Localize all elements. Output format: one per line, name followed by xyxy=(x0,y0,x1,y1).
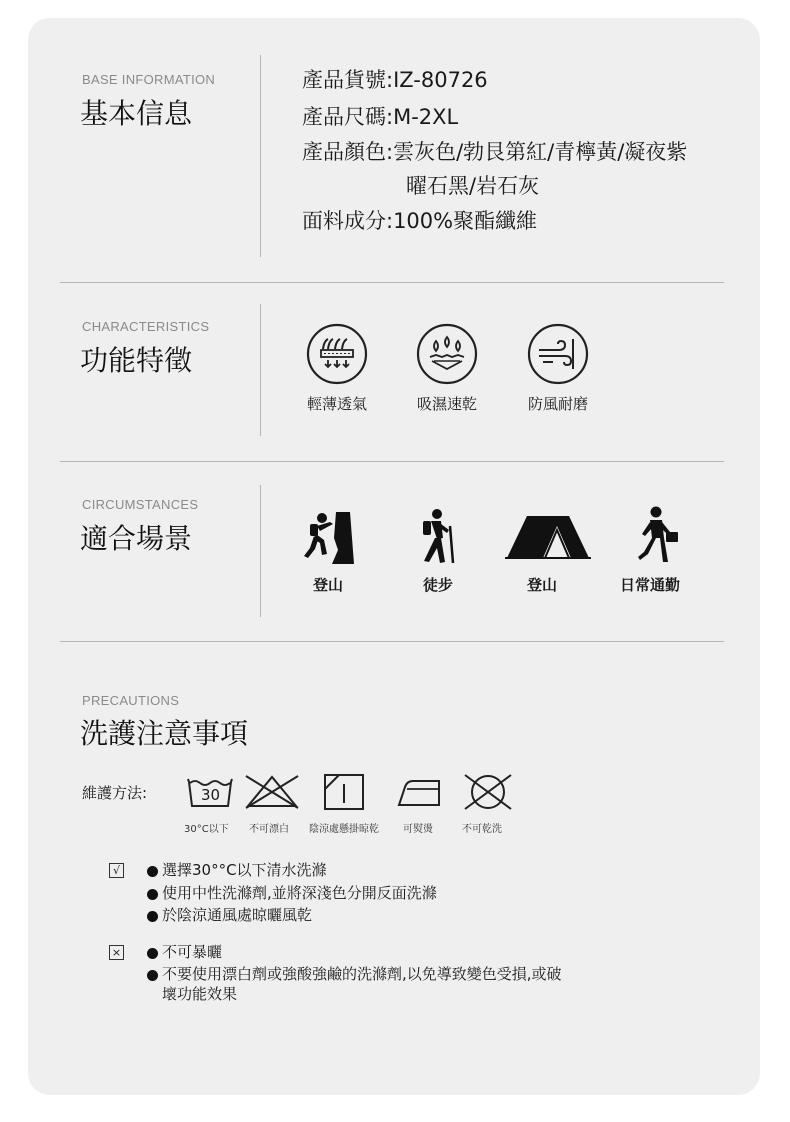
care-label-no-bleach: 不可漂白 xyxy=(249,824,289,835)
care-method-label: 維護方法: xyxy=(82,784,148,802)
section-divider xyxy=(60,461,724,462)
product-material: 面料成分:100%聚酯纖維 xyxy=(302,209,538,233)
care-label-no-dry-clean: 不可乾洗 xyxy=(462,824,502,835)
features-section-en-title: CHARACTERISTICS xyxy=(82,319,210,334)
dont-item-cont: 壞功能效果 xyxy=(162,985,238,1003)
feature-label-quick-dry: 吸濕速乾 xyxy=(416,395,477,413)
scenes-section-title: 適合場景 xyxy=(80,522,193,555)
windproof-icon xyxy=(527,323,589,385)
scenes-divider-vertical xyxy=(260,485,261,617)
features-section-title: 功能特徵 xyxy=(80,344,193,377)
feature-label-breathable: 輕薄透氣 xyxy=(306,395,367,413)
no-bleach-icon xyxy=(244,774,300,810)
product-size: 產品尺碼:M-2XL xyxy=(302,105,459,129)
hiking-icon xyxy=(415,508,461,564)
scene-label-camping: 登山 xyxy=(526,576,557,594)
do-item: 於陰涼通風處晾曬風乾 xyxy=(162,906,313,924)
bullet xyxy=(147,866,158,877)
breathable-icon xyxy=(306,323,368,385)
no-dry-clean-icon xyxy=(461,773,515,811)
scene-label-climbing: 登山 xyxy=(312,576,343,594)
iron-icon xyxy=(397,778,445,808)
care-label-iron: 可熨燙 xyxy=(403,824,433,835)
wash-temp-text: 30 xyxy=(201,786,221,804)
scenes-section-en-title: CIRCUMSTANCES xyxy=(82,497,199,512)
product-colors: 產品顏色:雲灰色/勃艮第紅/青檸黃/凝夜紫 xyxy=(302,140,688,164)
product-colors-cont: 曜石黑/岩石灰 xyxy=(406,174,540,198)
dont-item: 不要使用漂白劑或強酸強鹼的洗滌劑,以免導致變色受損,或破 xyxy=(162,965,562,983)
checkbox-do-mark: √ xyxy=(109,863,124,878)
do-item: 選擇30°°C以下清水洗滌 xyxy=(162,861,327,879)
quick-dry-icon xyxy=(416,323,478,385)
dont-item: 不可暴曬 xyxy=(162,943,223,961)
basic-divider-vertical xyxy=(260,55,261,257)
section-divider xyxy=(60,641,724,642)
care-label-wash: 30°C以下 xyxy=(184,824,229,835)
bullet xyxy=(147,911,158,922)
feature-label-windproof: 防風耐磨 xyxy=(527,395,588,413)
do-item: 使用中性洗滌劑,並將深淺色分開反面洗滌 xyxy=(162,884,437,902)
bullet xyxy=(147,948,158,959)
bullet xyxy=(147,970,158,981)
section-divider xyxy=(60,282,724,283)
tent-icon xyxy=(505,512,591,560)
features-divider-vertical xyxy=(260,304,261,436)
care-section-title: 洗護注意事項 xyxy=(80,717,249,750)
scene-label-hiking: 徒步 xyxy=(422,576,453,594)
scene-label-commute: 日常通勤 xyxy=(619,576,680,594)
care-section-en-title: PRECAUTIONS xyxy=(82,693,180,708)
product-code: 產品貨號:IZ-80726 xyxy=(302,68,488,92)
commute-icon xyxy=(634,506,682,564)
basic-section-en-title: BASE INFORMATION xyxy=(82,72,216,87)
bullet xyxy=(147,889,158,900)
care-label-line-dry: 陰涼處懸掛晾乾 xyxy=(309,824,379,835)
basic-section-title: 基本信息 xyxy=(80,97,193,130)
climbing-icon xyxy=(300,510,356,566)
line-dry-shade-icon xyxy=(323,773,365,811)
checkbox-dont-mark: × xyxy=(109,945,124,960)
